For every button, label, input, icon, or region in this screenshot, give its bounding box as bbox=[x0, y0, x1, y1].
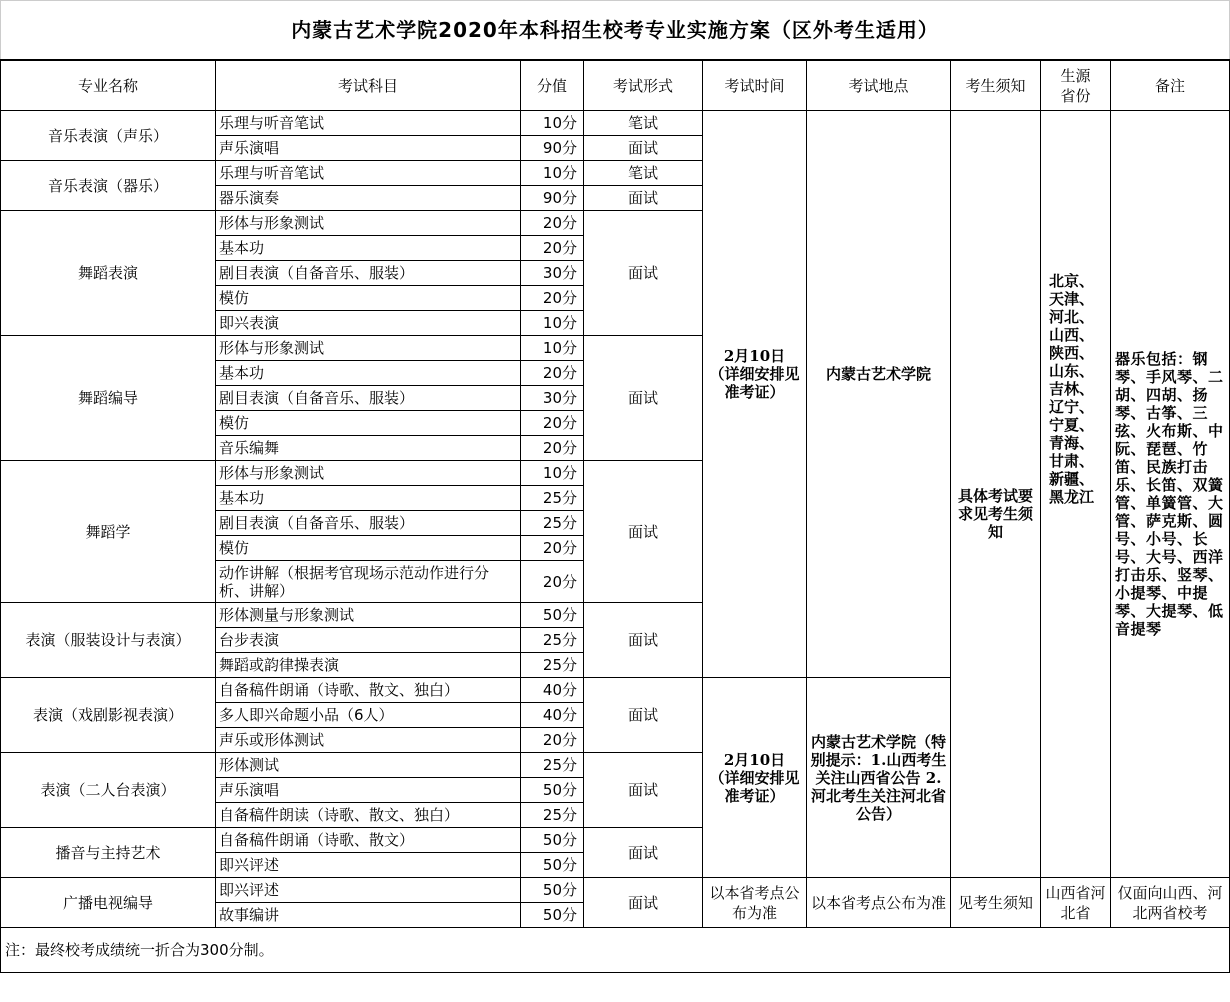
province-item: 天津、 bbox=[1049, 290, 1095, 308]
exam-score: 30分 bbox=[521, 386, 584, 411]
exam-subject: 台步表演 bbox=[216, 628, 521, 653]
exam-score: 90分 bbox=[521, 186, 584, 211]
exam-form: 笔试 bbox=[584, 111, 703, 136]
exam-time-group-b bbox=[703, 678, 807, 878]
exam-score: 30分 bbox=[521, 261, 584, 286]
footnote-row bbox=[1, 928, 1230, 973]
header-remark: 备注 bbox=[1111, 60, 1230, 111]
exam-subject: 即兴表演 bbox=[216, 311, 521, 336]
exam-subject: 剧目表演（自备音乐、服装） bbox=[216, 511, 521, 536]
province-item: 宁夏、 bbox=[1049, 416, 1095, 434]
header-subject: 考试科目 bbox=[216, 60, 521, 111]
exam-score: 25分 bbox=[521, 803, 584, 828]
exam-form: 面试 bbox=[584, 211, 703, 336]
major-name: 播音与主持艺术 bbox=[1, 828, 216, 878]
exam-score: 20分 bbox=[521, 286, 584, 311]
exam-score: 20分 bbox=[521, 411, 584, 436]
exam-time-group-a bbox=[703, 111, 807, 678]
header-score: 分值 bbox=[521, 60, 584, 111]
exam-subject: 音乐编舞 bbox=[216, 436, 521, 461]
exam-score: 10分 bbox=[521, 111, 584, 136]
province-item: 黑龙江 bbox=[1049, 488, 1095, 506]
major-name: 舞蹈编导 bbox=[1, 336, 216, 461]
major-name: 广播电视编导 bbox=[1, 878, 216, 928]
major-name: 表演（服装设计与表演） bbox=[1, 603, 216, 678]
exam-form: 面试 bbox=[584, 336, 703, 461]
exam-subject: 形体测量与形象测试 bbox=[216, 603, 521, 628]
exam-form: 面试 bbox=[584, 878, 703, 928]
exam-score: 50分 bbox=[521, 828, 584, 853]
exam-score: 40分 bbox=[521, 678, 584, 703]
exam-score: 50分 bbox=[521, 853, 584, 878]
exam-score: 40分 bbox=[521, 703, 584, 728]
header-province-line1: 生源 bbox=[1060, 66, 1091, 85]
exam-place-group-b: 内蒙古艺术学院（特别提示：1.山西考生关注山西省公告 2.河北考生关注河北省公告） bbox=[807, 678, 951, 878]
exam-time-date: 2月10日 bbox=[723, 347, 786, 365]
exam-form: 面试 bbox=[584, 461, 703, 603]
exam-score: 25分 bbox=[521, 753, 584, 778]
footnote: 注：最终校考成绩统一折合为300分制。 bbox=[1, 928, 1230, 973]
province-item: 陕西、 bbox=[1049, 344, 1095, 362]
major-name: 表演（二人台表演） bbox=[1, 753, 216, 828]
exam-form: 面试 bbox=[584, 186, 703, 211]
exam-subject: 故事编讲 bbox=[216, 903, 521, 928]
exam-subject: 自备稿件朗诵（诗歌、散文、独白） bbox=[216, 678, 521, 703]
exam-score: 20分 bbox=[521, 436, 584, 461]
exam-subject: 基本功 bbox=[216, 236, 521, 261]
province-item: 吉林、 bbox=[1049, 380, 1095, 398]
header-major: 专业名称 bbox=[1, 60, 216, 111]
exam-subject: 自备稿件朗读（诗歌、散文、独白） bbox=[216, 803, 521, 828]
exam-score: 20分 bbox=[521, 536, 584, 561]
major-name: 音乐表演（器乐） bbox=[1, 161, 216, 211]
header-time: 考试时间 bbox=[703, 60, 807, 111]
exam-score: 10分 bbox=[521, 336, 584, 361]
exam-subject: 声乐演唱 bbox=[216, 136, 521, 161]
exam-form: 面试 bbox=[584, 136, 703, 161]
exam-score: 20分 bbox=[521, 361, 584, 386]
last-row-province: 山西省河北省 bbox=[1041, 878, 1111, 928]
exam-score: 25分 bbox=[521, 628, 584, 653]
exam-score: 25分 bbox=[521, 486, 584, 511]
exam-subject: 即兴评述 bbox=[216, 878, 521, 903]
province-item: 山西、 bbox=[1049, 326, 1095, 344]
exam-subject: 模仿 bbox=[216, 286, 521, 311]
last-row-notice: 见考生须知 bbox=[951, 878, 1041, 928]
province-item: 河北、 bbox=[1049, 308, 1095, 326]
exam-subject: 基本功 bbox=[216, 361, 521, 386]
major-name: 舞蹈学 bbox=[1, 461, 216, 603]
province-item: 甘肃、 bbox=[1049, 452, 1095, 470]
exam-form: 面试 bbox=[584, 603, 703, 678]
header-place: 考试地点 bbox=[807, 60, 951, 111]
exam-subject: 器乐演奏 bbox=[216, 186, 521, 211]
exam-place-group-a: 内蒙古艺术学院 bbox=[807, 111, 951, 678]
last-row-place: 以本省考点公布为准 bbox=[807, 878, 951, 928]
province-item: 北京、 bbox=[1049, 272, 1095, 290]
last-row-time: 以本省考点公布为准 bbox=[703, 878, 807, 928]
exam-score: 20分 bbox=[521, 728, 584, 753]
exam-time-detail: （详细安排见准考证） bbox=[709, 768, 800, 805]
exam-subject: 剧目表演（自备音乐、服装） bbox=[216, 386, 521, 411]
header-province bbox=[1041, 60, 1111, 111]
major-name: 表演（戏剧影视表演） bbox=[1, 678, 216, 753]
exam-subject: 模仿 bbox=[216, 536, 521, 561]
last-row-remark: 仅面向山西、河北两省校考 bbox=[1111, 878, 1230, 928]
exam-score: 50分 bbox=[521, 603, 584, 628]
exam-subject: 形体与形象测试 bbox=[216, 336, 521, 361]
exam-score: 50分 bbox=[521, 878, 584, 903]
province-item: 辽宁、 bbox=[1049, 398, 1095, 416]
exam-score: 50分 bbox=[521, 778, 584, 803]
exam-score: 25分 bbox=[521, 511, 584, 536]
header-province-line2: 省份 bbox=[1060, 86, 1091, 105]
exam-subject: 舞蹈或韵律操表演 bbox=[216, 653, 521, 678]
exam-form: 面试 bbox=[584, 678, 703, 753]
header-notice: 考生须知 bbox=[951, 60, 1041, 111]
remark-instruments: 器乐包括：钢琴、手风琴、二胡、四胡、扬琴、古筝、三弦、火布斯、中阮、琵琶、竹笛、民族打击乐、长笛、双簧管、单簧管、大管、萨克斯、圆号、小号、长号、大号、西洋打击乐、竖琴、小提琴、中提琴、大提琴、低音提琴 bbox=[1111, 111, 1230, 878]
province-item: 山东、 bbox=[1049, 362, 1095, 380]
exam-score: 20分 bbox=[521, 211, 584, 236]
exam-score: 10分 bbox=[521, 461, 584, 486]
exam-subject: 即兴评述 bbox=[216, 853, 521, 878]
table-row bbox=[1, 878, 1230, 903]
exam-subject: 乐理与听音笔试 bbox=[216, 161, 521, 186]
exam-time-detail: （详细安排见准考证） bbox=[709, 365, 800, 401]
exam-subject: 剧目表演（自备音乐、服装） bbox=[216, 261, 521, 286]
province-item: 新疆、 bbox=[1049, 470, 1095, 488]
header-row bbox=[1, 60, 1230, 111]
exam-subject: 声乐演唱 bbox=[216, 778, 521, 803]
exam-time-date: 2月10日 bbox=[723, 750, 786, 769]
exam-score: 10分 bbox=[521, 161, 584, 186]
exam-score: 10分 bbox=[521, 311, 584, 336]
exam-subject: 动作讲解（根据考官现场示范动作进行分析、讲解） bbox=[216, 561, 521, 603]
major-name: 音乐表演（声乐） bbox=[1, 111, 216, 161]
exam-subject: 模仿 bbox=[216, 411, 521, 436]
exam-form: 面试 bbox=[584, 753, 703, 828]
province-item: 青海、 bbox=[1049, 434, 1095, 452]
exam-subject: 形体与形象测试 bbox=[216, 461, 521, 486]
exam-subject: 自备稿件朗诵（诗歌、散文） bbox=[216, 828, 521, 853]
exam-notice: 具体考试要求见考生须知 bbox=[951, 111, 1041, 878]
exam-subject: 基本功 bbox=[216, 486, 521, 511]
exam-subject: 乐理与听音笔试 bbox=[216, 111, 521, 136]
exam-score: 50分 bbox=[521, 903, 584, 928]
page-title: 内蒙古艺术学院2020年本科招生校考专业实施方案（区外考生适用） bbox=[1, 1, 1230, 61]
major-name: 舞蹈表演 bbox=[1, 211, 216, 336]
exam-score: 90分 bbox=[521, 136, 584, 161]
exam-score: 20分 bbox=[521, 561, 584, 603]
exam-subject: 声乐或形体测试 bbox=[216, 728, 521, 753]
exam-form: 笔试 bbox=[584, 161, 703, 186]
exam-subject: 形体与形象测试 bbox=[216, 211, 521, 236]
exam-subject: 形体测试 bbox=[216, 753, 521, 778]
header-form: 考试形式 bbox=[584, 60, 703, 111]
exam-score: 20分 bbox=[521, 236, 584, 261]
exam-form: 面试 bbox=[584, 828, 703, 878]
exam-subject: 多人即兴命题小品（6人） bbox=[216, 703, 521, 728]
exam-score: 25分 bbox=[521, 653, 584, 678]
source-provinces bbox=[1041, 111, 1111, 878]
table-row bbox=[1, 111, 1230, 136]
